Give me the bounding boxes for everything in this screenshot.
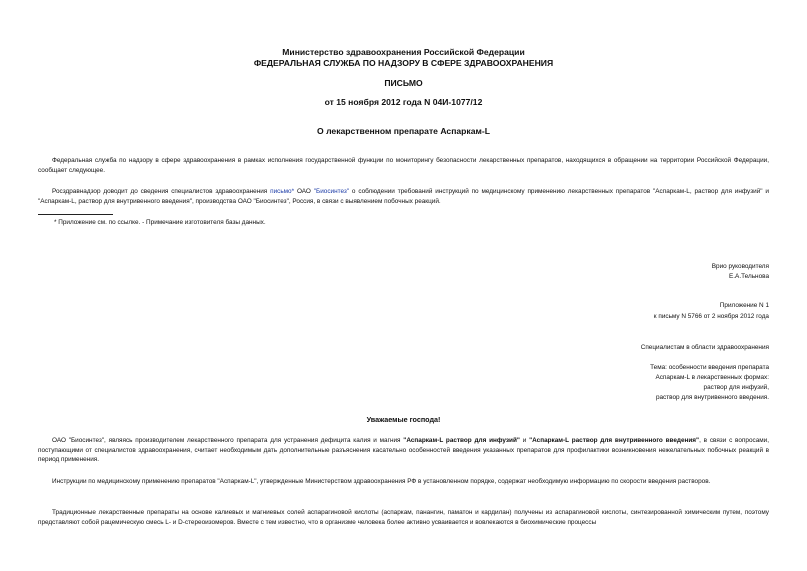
appendix-topic-line-4: раствор для внутривенного введения. [655, 394, 769, 401]
product-name-intravenous: "Аспаркам-L раствор для внутривенного введения" [529, 437, 700, 444]
doc-type-heading: ПИСЬМО [384, 78, 423, 88]
appendix-topic-line-2: Аспаркам-L в лекарственных формах: [655, 374, 769, 381]
appendix-paragraph-2: Инструкции по медицинскому применению препаратов "Аспаркам-L", утвержденные Министерством здравоохранения РФ в установленном порядке, содержат необходимую информацию по скорости введения растворов. [52, 478, 711, 485]
p2-text-mid: ОАО [294, 188, 314, 195]
footnote-divider [38, 214, 113, 215]
letter-link[interactable]: письмо [270, 188, 292, 195]
appendix-title: Приложение N 1 [719, 302, 769, 309]
biosintez-link[interactable]: "Биосинтез" [313, 188, 350, 195]
p2-text-start: Росздравнадзор доводит до сведения специалистов здравоохранения [52, 188, 271, 195]
appendix-topic-line-1: Тема: особенности введения препарата [650, 364, 769, 371]
appendix-topic-line-3: раствор для инфузий, [703, 384, 769, 391]
doc-subject: О лекарственном препарате Аспаркам-L [317, 126, 490, 136]
body-paragraph-1: Федеральная служба по надзору в сфере здравоохранения в рамках исполнения государственной функции по мониторингу безопасности лекарственных препаратов, находящихся в обращении на территории Российской Федерации, сообщает следующее. [38, 157, 769, 174]
appendix-p1-text-c: и [519, 437, 530, 444]
footnote-text: * Приложение см. по ссылке. - Примечание изготовителя базы данных. [54, 219, 266, 226]
body-paragraph-2 [38, 187, 769, 206]
greeting: Уважаемые господа! [366, 415, 441, 424]
doc-date-number: от 15 ноября 2012 года N 04И-1077/12 [324, 97, 483, 107]
ministry-heading: Министерство здравоохранения Российской Федерации [282, 47, 525, 57]
footnote-marker[interactable]: * [291, 188, 295, 195]
product-name-infusion: "Аспаркам-L раствор для инфузий" [403, 437, 520, 444]
appendix-paragraph-3: Традиционные лекарственные препараты на основе калиевых и магниевых солей аспарагиновой кислоты (аспаркам, панангин, паматон и кардилан) получены из аспарагиновой кислоты, синтезированной химическим путем, поэтому представляют собой рацемическую смесь L- и D-стереоизомеров. Вместе с тем известно, что в организме человека более активно усваивается и вовлекаются в биохимические процессы [38, 509, 769, 526]
signature-name: Е.А.Тельнова [729, 273, 769, 280]
signature-position: Врио руководителя [711, 263, 769, 270]
appendix-p1-text-a: ОАО "Биосинтез", являясь производителем лекарственного препарата для устранения дефицита калия и магния [52, 437, 404, 444]
p2-text-end: о соблюдении требований инструкций по медицинскому применению лекарственных препаратов "Аспаркам-L, раствор для инфузий" и "Аспаркам-L, раствор для внутривенного введения", производства ОАО "Биосинтез", Россия, в связи с выявлением побочных реакций. [38, 188, 769, 205]
service-heading: ФЕДЕРАЛЬНАЯ СЛУЖБА ПО НАДЗОРУ В СФЕРЕ ЗДРАВООХРАНЕНИЯ [253, 58, 554, 68]
appendix-reference: к письму N 5766 от 2 ноября 2012 года [653, 313, 769, 320]
appendix-addressee: Специалистам в области здравоохранения [640, 344, 769, 351]
appendix-paragraph-1 [38, 436, 769, 465]
appendix-p1-text-e: , в связи с вопросами, поступающими от специалистов здравоохранения, считает необходимым дать дополнительные разъяснения касательно особенностей введения указанных препаратов для профилактики возникновения нежелательных побочных реакций в период применения. [38, 437, 769, 464]
